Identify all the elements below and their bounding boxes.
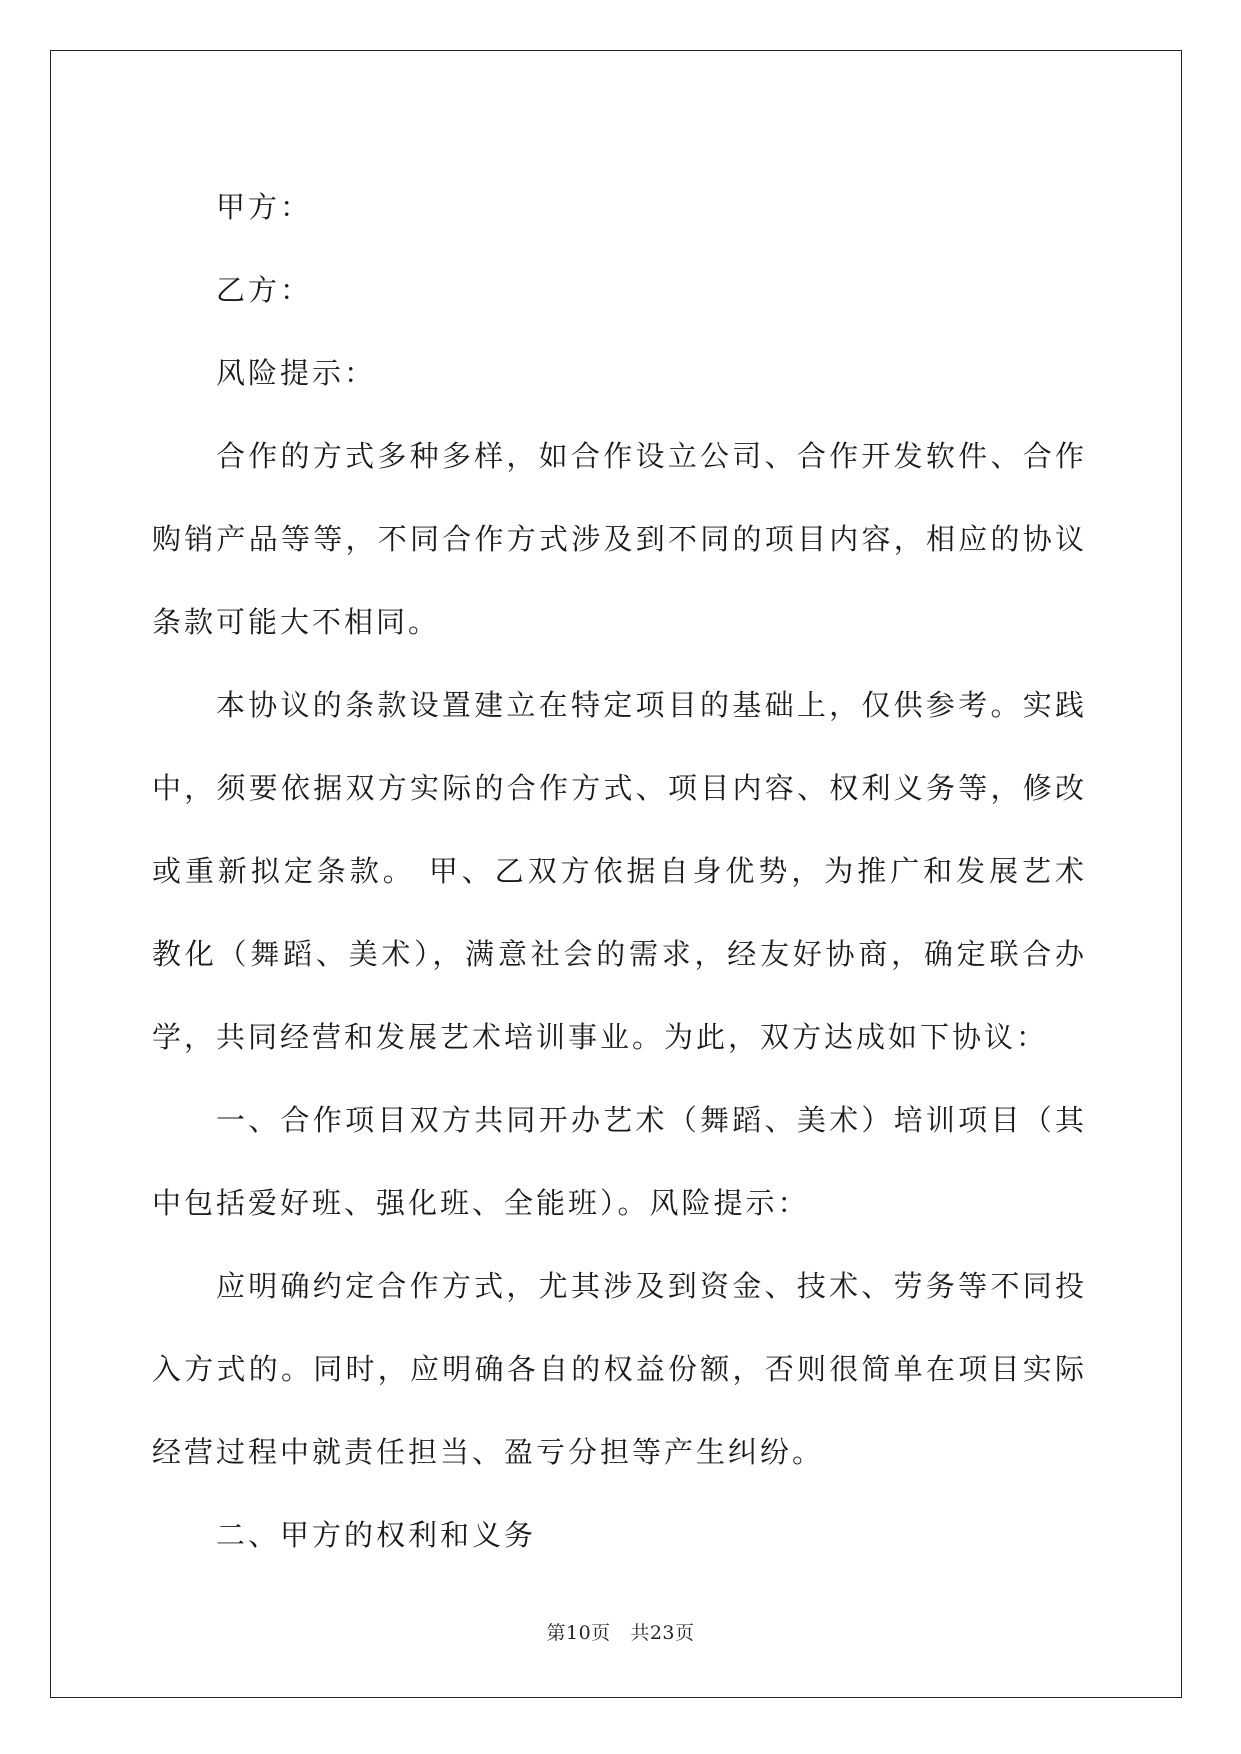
section-one-paragraph: 一、合作项目双方共同开办艺术（舞蹈、美术）培训项目（其中包括爱好班、强化班、全能班）。风险提示： xyxy=(152,1103,1087,1220)
page-footer xyxy=(0,1618,1241,1645)
document-body xyxy=(152,166,1087,1577)
paragraph: 应明确约定合作方式，尤其涉及到资金、技术、劳务等不同投入方式的。同时，应明确各自的权益份额，否则很简单在项目实际经营过程中就责任担当、盈亏分担等产生纠纷。 xyxy=(152,1269,1087,1469)
party-a-line: 甲方： xyxy=(216,190,313,224)
section-two-heading: 二、甲方的权利和义务 xyxy=(216,1518,537,1552)
party-b-line: 乙方： xyxy=(216,273,313,307)
page-total: 共23页 xyxy=(630,1622,695,1644)
page-number: 第10页 xyxy=(546,1622,611,1644)
risk-notice-heading: 风险提示： xyxy=(216,356,377,390)
paragraph: 本协议的条款设置建立在特定项目的基础上，仅供参考。实践中，须要依据双方实际的合作方式、项目内容、权利义务等，修改或重新拟定条款。 甲、乙双方依据自身优势，为推广和发展艺术教化（舞蹈、美术），满意社会的需求，经友好协商，确定联合办学，共同经营和发展艺术培训事业。为此，双方达成如下协议： xyxy=(152,688,1087,1054)
paragraph: 合作的方式多种多样，如合作设立公司、合作开发软件、合作购销产品等等，不同合作方式涉及到不同的项目内容，相应的协议条款可能大不相同。 xyxy=(152,439,1087,639)
